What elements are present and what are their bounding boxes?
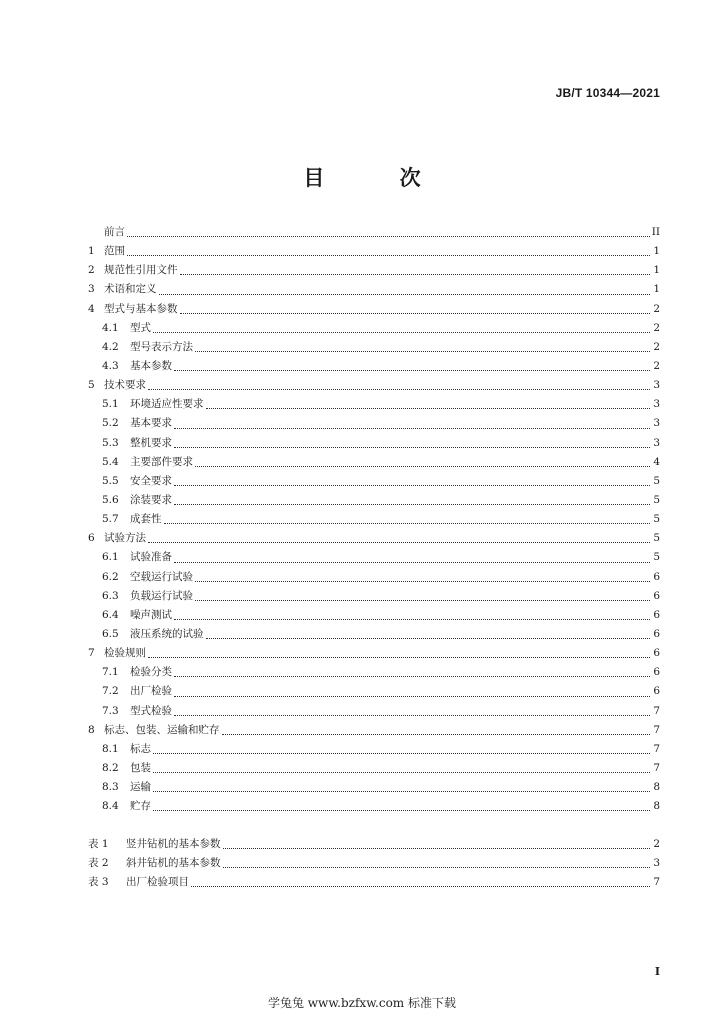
dot-leader bbox=[174, 714, 650, 716]
toc-entry-page: 1 bbox=[653, 264, 660, 277]
toc-entry-title: 主要部件要求 bbox=[130, 455, 193, 468]
toc-entry[interactable] bbox=[88, 338, 660, 357]
toc-entry-page: 6 bbox=[653, 627, 660, 640]
dot-leader bbox=[148, 541, 650, 543]
dot-leader bbox=[148, 656, 650, 658]
tables-entry-page: 2 bbox=[653, 837, 660, 850]
dot-leader bbox=[195, 580, 650, 582]
toc-entry-number: 7.3 bbox=[102, 704, 119, 717]
dot-leader bbox=[206, 407, 651, 409]
toc-entry-number: 6 bbox=[88, 532, 95, 545]
dot-leader bbox=[180, 312, 651, 314]
tables-entry-page: 7 bbox=[653, 876, 660, 889]
toc-entry[interactable] bbox=[88, 797, 660, 816]
toc-entry-number: 7 bbox=[88, 647, 95, 660]
page-number: I bbox=[654, 965, 660, 978]
toc-entry-title: 检验分类 bbox=[130, 666, 172, 679]
dot-leader bbox=[153, 771, 650, 773]
toc-entry-page: 7 bbox=[653, 761, 660, 774]
toc-entry[interactable] bbox=[88, 300, 660, 319]
list-of-tables bbox=[88, 835, 660, 892]
toc-entry[interactable] bbox=[88, 223, 660, 242]
dot-leader bbox=[191, 885, 650, 887]
toc-entry-title: 空载运行试验 bbox=[130, 570, 193, 583]
toc-entry[interactable] bbox=[88, 625, 660, 644]
toc-entry-number: 6.2 bbox=[102, 570, 119, 583]
toc-entry-page: 6 bbox=[653, 608, 660, 621]
toc-entry-number: 1 bbox=[88, 245, 95, 258]
dot-leader bbox=[174, 484, 650, 486]
tables-entry-title: 出厂检验项目 bbox=[126, 876, 189, 889]
dot-leader bbox=[153, 752, 650, 754]
toc-entry-number: 4.3 bbox=[102, 359, 119, 372]
toc-entry-number: 4.1 bbox=[102, 321, 119, 334]
dot-leader bbox=[174, 561, 650, 563]
dot-leader bbox=[195, 350, 650, 352]
dot-leader bbox=[164, 522, 651, 524]
dot-leader bbox=[174, 503, 650, 505]
toc-entry-title: 型式 bbox=[130, 321, 151, 334]
toc-entry-title: 技术要求 bbox=[104, 379, 146, 392]
toc-entry-number: 4 bbox=[88, 302, 95, 315]
dot-leader bbox=[222, 733, 651, 735]
toc-entry[interactable] bbox=[88, 548, 660, 567]
toc-entry-page: 5 bbox=[653, 474, 660, 487]
toc-entry[interactable] bbox=[88, 702, 660, 721]
tables-entry[interactable] bbox=[88, 835, 660, 854]
toc-entry[interactable] bbox=[88, 414, 660, 433]
toc-entry[interactable] bbox=[88, 721, 660, 740]
toc-entry-page: 3 bbox=[653, 417, 660, 430]
toc-entry-title: 范围 bbox=[104, 245, 125, 258]
toc-entry-page: II bbox=[651, 225, 660, 238]
watermark: 学兔兔 www.bzfxw.com 标准下载 bbox=[267, 996, 457, 1010]
toc-entry[interactable] bbox=[88, 357, 660, 376]
toc-entry-title: 噪声测试 bbox=[130, 608, 172, 621]
dot-leader bbox=[174, 427, 650, 429]
toc-entry[interactable] bbox=[88, 242, 660, 261]
toc-entry-number: 5.4 bbox=[102, 455, 119, 468]
toc-entry-title: 检验规则 bbox=[104, 647, 146, 660]
toc-entry-title: 贮存 bbox=[130, 800, 151, 813]
dot-leader bbox=[153, 809, 650, 811]
toc-entry[interactable] bbox=[88, 740, 660, 759]
toc-entry-number: 5.2 bbox=[102, 417, 119, 430]
toc-entry[interactable] bbox=[88, 606, 660, 625]
toc-entry-page: 3 bbox=[653, 436, 660, 449]
dot-leader bbox=[206, 637, 651, 639]
toc-entry-title: 规范性引用文件 bbox=[104, 264, 178, 277]
toc-entry-title: 型式与基本参数 bbox=[104, 302, 178, 315]
dot-leader bbox=[159, 293, 651, 295]
dot-leader bbox=[195, 465, 650, 467]
toc-entry-title: 前言 bbox=[104, 225, 125, 238]
toc-entry-title: 型式检验 bbox=[130, 704, 172, 717]
toc-entry[interactable] bbox=[88, 587, 660, 606]
toc-entry[interactable] bbox=[88, 568, 660, 587]
toc-entry[interactable] bbox=[88, 759, 660, 778]
dot-leader bbox=[195, 599, 650, 601]
toc-entry-title: 出厂检验 bbox=[130, 685, 172, 698]
toc-entry-page: 1 bbox=[653, 283, 660, 296]
toc-entry-number: 5.1 bbox=[102, 398, 119, 411]
page-title: 目 次 bbox=[303, 166, 455, 190]
toc-entry-number: 5 bbox=[88, 379, 95, 392]
toc-entry-title: 标志、包装、运输和贮存 bbox=[104, 723, 220, 736]
toc-entry-page: 1 bbox=[653, 245, 660, 258]
toc-entry-page: 6 bbox=[653, 647, 660, 660]
toc-entry-title: 涂装要求 bbox=[130, 493, 172, 506]
toc-entry[interactable] bbox=[88, 453, 660, 472]
toc-entry-page: 7 bbox=[653, 723, 660, 736]
toc-entry-page: 2 bbox=[653, 340, 660, 353]
toc-entry-number: 8.2 bbox=[102, 761, 119, 774]
dot-leader bbox=[127, 254, 650, 256]
toc-entry-title: 型号表示方法 bbox=[130, 340, 193, 353]
toc-entry-page: 6 bbox=[653, 570, 660, 583]
toc-entry[interactable] bbox=[88, 510, 660, 529]
tables-entry-title: 竖井钻机的基本参数 bbox=[126, 837, 221, 850]
toc-entry[interactable] bbox=[88, 778, 660, 797]
toc-entry-title: 试验方法 bbox=[104, 532, 146, 545]
toc-entry-page: 2 bbox=[653, 321, 660, 334]
dot-leader bbox=[174, 695, 650, 697]
toc-entry-title: 基本参数 bbox=[130, 359, 172, 372]
toc-entry-title: 运输 bbox=[130, 781, 151, 794]
toc-entry-title: 成套性 bbox=[130, 513, 162, 526]
tables-entry[interactable] bbox=[88, 854, 660, 873]
toc-entry-page: 5 bbox=[653, 493, 660, 506]
toc-entry-number: 5.5 bbox=[102, 474, 119, 487]
toc-entry-number: 5.6 bbox=[102, 493, 119, 506]
tables-entry-title: 斜井钻机的基本参数 bbox=[126, 857, 221, 870]
toc-entry-number: 8.3 bbox=[102, 781, 119, 794]
toc-entry-page: 8 bbox=[653, 800, 660, 813]
toc-entry[interactable] bbox=[88, 280, 660, 299]
tables-entry-number: 表 2 bbox=[88, 857, 109, 870]
toc-entry-page: 7 bbox=[653, 742, 660, 755]
toc-entry-page: 8 bbox=[653, 781, 660, 794]
tables-entry-number: 表 3 bbox=[88, 876, 109, 889]
toc-entry-number: 6.4 bbox=[102, 608, 119, 621]
toc-entry-title: 安全要求 bbox=[130, 474, 172, 487]
toc-entry-page: 2 bbox=[653, 302, 660, 315]
tables-entry[interactable] bbox=[88, 873, 660, 892]
toc-entry-number: 2 bbox=[88, 264, 95, 277]
toc-entry-page: 7 bbox=[653, 704, 660, 717]
toc-entry[interactable] bbox=[88, 529, 660, 548]
dot-leader bbox=[174, 675, 650, 677]
toc-entry[interactable] bbox=[88, 491, 660, 510]
toc-entry-number: 8.4 bbox=[102, 800, 119, 813]
toc-entry-page: 4 bbox=[653, 455, 660, 468]
toc-entry[interactable] bbox=[88, 319, 660, 338]
toc-entry-title: 基本要求 bbox=[130, 417, 172, 430]
dot-leader bbox=[148, 388, 650, 390]
toc-entry-number: 6.1 bbox=[102, 551, 119, 564]
toc-entry-title: 标志 bbox=[130, 742, 151, 755]
dot-leader bbox=[223, 866, 651, 868]
dot-leader bbox=[223, 847, 651, 849]
toc-entry-title: 环境适应性要求 bbox=[130, 398, 204, 411]
toc-entry-page: 5 bbox=[653, 532, 660, 545]
dot-leader bbox=[174, 369, 650, 371]
toc-entry-number: 5.7 bbox=[102, 513, 119, 526]
toc-entry[interactable] bbox=[88, 644, 660, 663]
toc-entry-page: 6 bbox=[653, 666, 660, 679]
toc-entry-number: 8.1 bbox=[102, 742, 119, 755]
toc-entry-page: 6 bbox=[653, 589, 660, 602]
toc-entry-page: 3 bbox=[653, 379, 660, 392]
toc-entry[interactable] bbox=[88, 472, 660, 491]
standard-code: JB/T 10344—2021 bbox=[555, 86, 660, 100]
toc-entry-page: 3 bbox=[653, 398, 660, 411]
dot-leader bbox=[153, 790, 650, 792]
toc-entry-number: 3 bbox=[88, 283, 95, 296]
toc-entry-title: 包装 bbox=[130, 761, 151, 774]
dot-leader bbox=[180, 273, 651, 275]
toc-entry-number: 6.5 bbox=[102, 627, 119, 640]
toc-entry-number: 5.3 bbox=[102, 436, 119, 449]
toc-entry[interactable] bbox=[88, 261, 660, 280]
tables-entry-number: 表 1 bbox=[88, 837, 109, 850]
toc-entry[interactable] bbox=[88, 663, 660, 682]
toc-entry-title: 术语和定义 bbox=[104, 283, 157, 296]
toc-entry[interactable] bbox=[88, 434, 660, 453]
tables-entry-page: 3 bbox=[653, 857, 660, 870]
toc-entry-number: 6.3 bbox=[102, 589, 119, 602]
dot-leader bbox=[153, 331, 650, 333]
toc-entry-number: 4.2 bbox=[102, 340, 119, 353]
toc-entry-title: 试验准备 bbox=[130, 551, 172, 564]
toc-entry-page: 2 bbox=[653, 359, 660, 372]
toc-entry-title: 液压系统的试验 bbox=[130, 627, 204, 640]
table-of-contents bbox=[88, 223, 660, 816]
dot-leader bbox=[127, 235, 650, 237]
toc-entry-page: 5 bbox=[653, 551, 660, 564]
toc-entry-page: 5 bbox=[653, 513, 660, 526]
dot-leader bbox=[174, 618, 650, 620]
toc-entry-title: 负载运行试验 bbox=[130, 589, 193, 602]
toc-entry-number: 7.1 bbox=[102, 666, 119, 679]
toc-entry-number: 8 bbox=[88, 723, 95, 736]
toc-entry[interactable] bbox=[88, 395, 660, 414]
toc-entry-number: 7.2 bbox=[102, 685, 119, 698]
toc-entry[interactable] bbox=[88, 376, 660, 395]
toc-entry-title: 整机要求 bbox=[130, 436, 172, 449]
toc-entry[interactable] bbox=[88, 682, 660, 701]
dot-leader bbox=[174, 446, 650, 448]
toc-entry-page: 6 bbox=[653, 685, 660, 698]
